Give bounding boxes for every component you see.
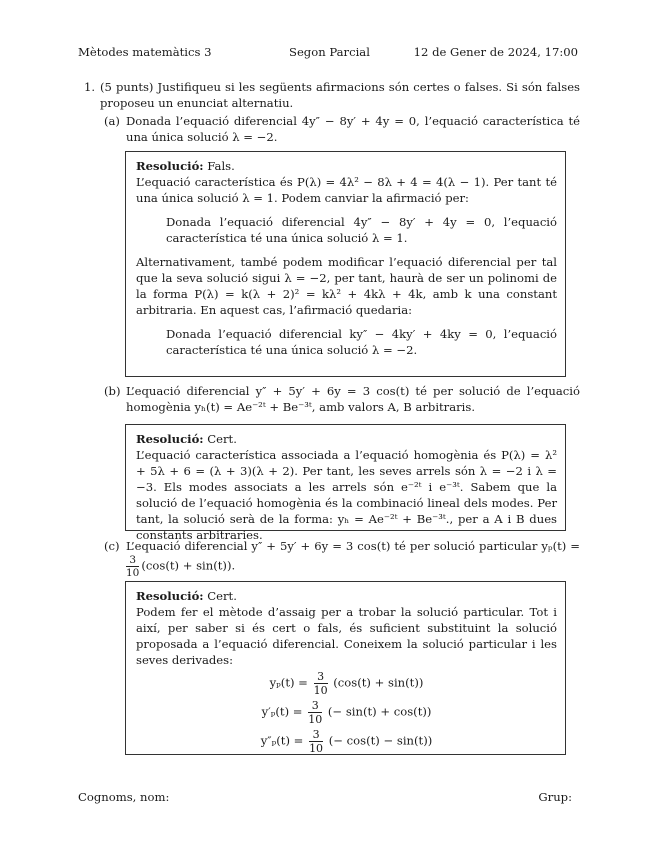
answer-quote: Donada l’equació diferencial ky″ − 4ky′ + 4ky = 0, l’equació característica té una única solució λ = −2. [166,327,557,357]
item-label: (b) [104,384,121,398]
answer-verdict: Cert. [207,432,237,446]
answer-paragraph: L’equació característica associada a l’equació homogènia és P(λ) = λ² + 5λ + 6 = (λ + 3)(λ + 2). Per tant, les seves arrels són λ = −2 i λ = −3. Els modes associats a les arrels són e⁻²ᵗ i e⁻³ᵗ. Sabem que la solució de l’equació homogènia és la combinació lineal dels modes. Per tant, la solució serà de la forma: yₕ = Ae⁻²ᵗ + Be⁻³ᵗ., per a A i B dues constants arbitraries. [136,448,557,542]
answer-verdict: Fals. [207,159,235,173]
exam-title: Segon Parcial [289,45,370,59]
answer-quote: Donada l’equació diferencial 4y″ − 8y′ + 4y = 0, l’equació característica té una única solució λ = 1. [166,215,557,245]
item-statement: L’equació diferencial y″ + 5y′ + 6y = 3 cos(t) té per solució de l’equació homogènia yₕ(t) = Ae⁻²ᵗ + Be⁻³ᵗ, amb valors A, B arbitraris. [126,384,580,414]
answer-title: Resolució: [136,589,204,603]
item-a [104,113,580,145]
item-c [104,538,580,579]
problem-points: (5 punts) [100,80,154,94]
item-statement: L’equació diferencial y″ + 5y′ + 6y = 3 cos(t) té per solució particular yₚ(t) = $\frac{3}{10}$ (cos(t) + sin(t)). [126,539,580,579]
problem-text: Justifiqueu si les següents afirmacions són certes o falses. Si són falses proposeu un enunciat alternatiu. [100,80,581,110]
fraction: $\frac{3}{10}$ [126,554,140,579]
item-label: (c) [104,539,120,553]
item-b [104,383,580,415]
item-label: (a) [104,114,120,128]
answer-paragraph: Podem fer el mètode d’assaig per a trobar la solució particular. Tot i així, per saber si és cert o fals, és suficient substituint la solució proposada a l’equació diferencial. Coneixem la solució particular i les seves derivades: [136,605,557,667]
page-header [78,44,578,60]
problem-number: 1. [84,80,96,94]
answer-title: Resolució: [136,159,204,173]
name-label: Cognoms, nom: [78,790,170,804]
equation-yp-double-prime: y″ₚ(t) = $\frac{3}{10}$ (− cos(t) − sin(t)) [260,728,433,755]
group-label: Grup: [538,790,572,804]
answer-box-a [125,151,566,377]
equation-yp-prime: y′ₚ(t) = $\frac{3}{10}$ (− sin(t) + cos(t)) [261,699,432,726]
answer-verdict: Cert. [207,589,237,603]
answer-paragraph: L’equació característica és P(λ) = 4λ² − 8λ + 4 = 4(λ − 1). Per tant té una única solució λ = 1. Podem canviar la afirmació per: [136,175,557,205]
item-statement: Donada l’equació diferencial 4y″ − 8y′ + 4y = 0, l’equació característica té una única solució λ = −2. [126,114,580,144]
equation-yp: yₚ(t) = $\frac{3}{10}$ (cos(t) + sin(t)) [269,670,424,697]
problem-statement [100,79,580,111]
exam-date: 12 de Gener de 2024, 17:00 [413,45,578,59]
answer-title: Resolució: [136,432,204,446]
answer-box-b [125,424,566,542]
answer-box-c [125,581,566,755]
answer-paragraph: Alternativament, també podem modificar l’equació diferencial per tal que la seva solució sigui λ = −2, per tant, haurà de ser un polinomi de la forma P(λ) = k(λ + 2)² = kλ² + 4kλ + 4k, amb k una constant arbitraria. En aquest cas, l’afirmació quedaria: [136,255,557,317]
problem-1 [78,79,580,111]
course-title: Mètodes matemàtics 3 [78,45,212,59]
